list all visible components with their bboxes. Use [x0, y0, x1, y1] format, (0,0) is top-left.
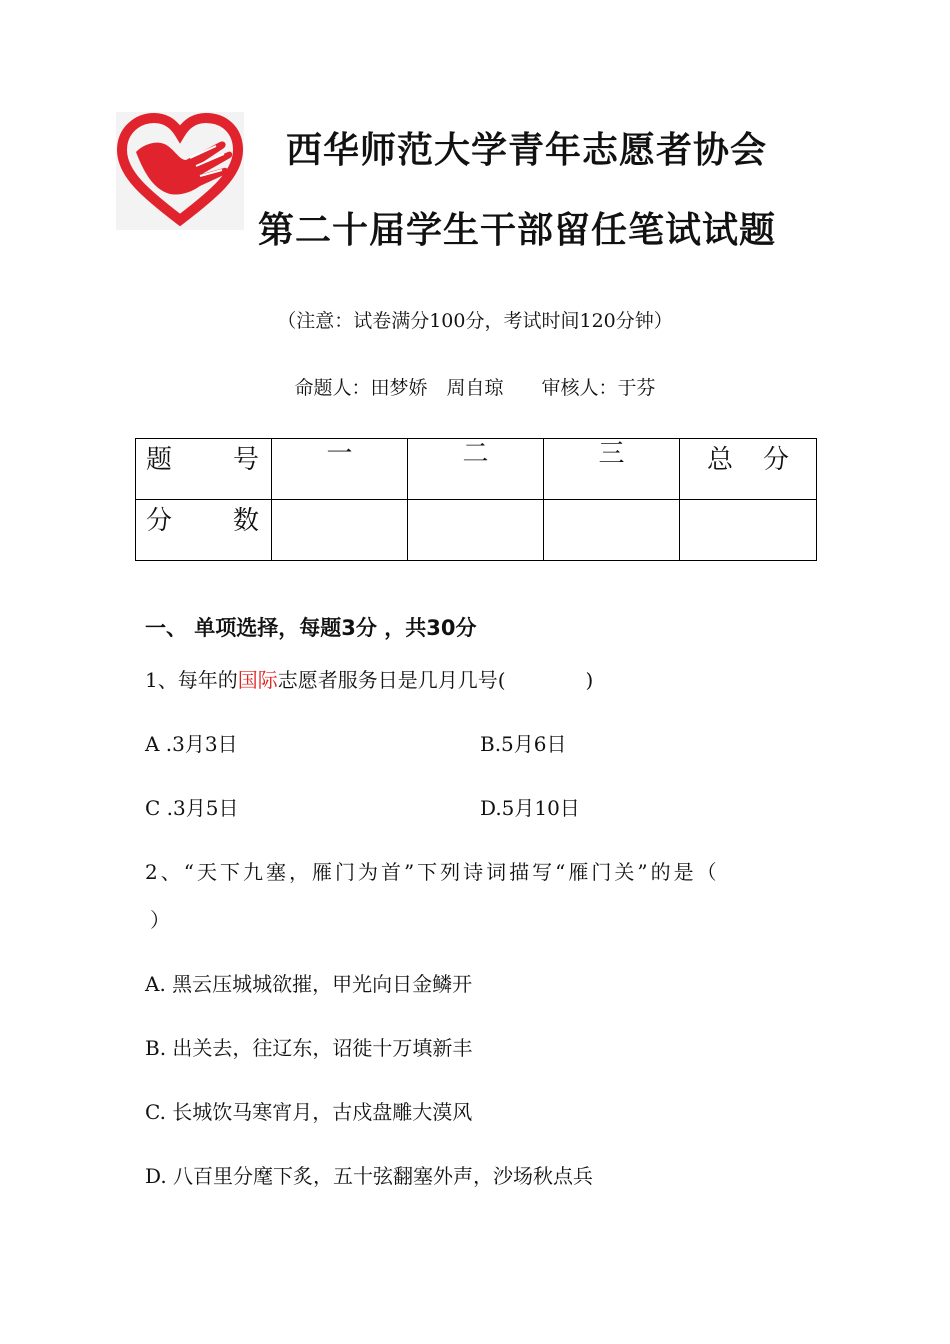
col-header-3: 三 [544, 439, 680, 500]
exam-authors: 命题人：田梦娇 周自琼 审核人：于芬 [294, 377, 656, 399]
heart-hand-icon [116, 112, 244, 230]
total-char: 总 [706, 445, 733, 475]
option-b: B. 出关去，往辽东，诏徙十万填新丰 [145, 1036, 473, 1060]
label-char: 数 [232, 506, 259, 536]
option-a: A. 黑云压城城欲摧，甲光向日金鳞开 [145, 972, 473, 996]
total-char: 分 [763, 445, 790, 475]
option-d: D. 八百里分麾下炙，五十弦翻塞外声，沙场秋点兵 [145, 1164, 594, 1188]
question-highlight: 国际 [237, 668, 278, 692]
question-2: 2、“天下九塞，雁门为首”下列诗词描写“雁门关”的是（ [145, 860, 720, 884]
option-b: B.5月6日 [480, 732, 567, 756]
option-d: D.5月10日 [480, 796, 580, 820]
score-cell-total[interactable] [680, 500, 817, 561]
label-char: 分 [146, 506, 173, 536]
row-label-score [136, 500, 272, 561]
question-text: 1、每年的 [145, 668, 238, 692]
score-table [135, 438, 817, 561]
question-1 [145, 664, 593, 693]
table-row [136, 439, 817, 500]
question-text: 志愿者服务日是几月几号( ) [277, 668, 594, 692]
option-c: C. 长城饮马寒宵月，古戍盘雕大漠风 [145, 1100, 473, 1124]
col-header-1: 一 [272, 439, 408, 500]
table-row [136, 500, 817, 561]
label-char: 号 [232, 445, 259, 475]
col-header-total [680, 439, 817, 500]
score-cell-3[interactable] [544, 500, 680, 561]
page-title-line1: 西华师范大学青年志愿者协会 [286, 130, 768, 171]
exam-note: （注意：试卷满分100分，考试时间120分钟） [277, 310, 673, 332]
col-header-2: 二 [408, 439, 544, 500]
section-heading: 一、 单项选择，每题3分 ，共30分 [145, 616, 477, 640]
question-2-cont: ） [150, 908, 170, 932]
label-char: 题 [146, 445, 173, 475]
option-a: A .3月3日 [145, 732, 238, 756]
row-label-question-number [136, 439, 272, 500]
option-c: C .3月5日 [145, 796, 239, 820]
volunteer-heart-logo [116, 112, 244, 230]
page-title-line2: 第二十届学生干部留任笔试试题 [258, 210, 777, 251]
score-cell-1[interactable] [272, 500, 408, 561]
score-cell-2[interactable] [408, 500, 544, 561]
